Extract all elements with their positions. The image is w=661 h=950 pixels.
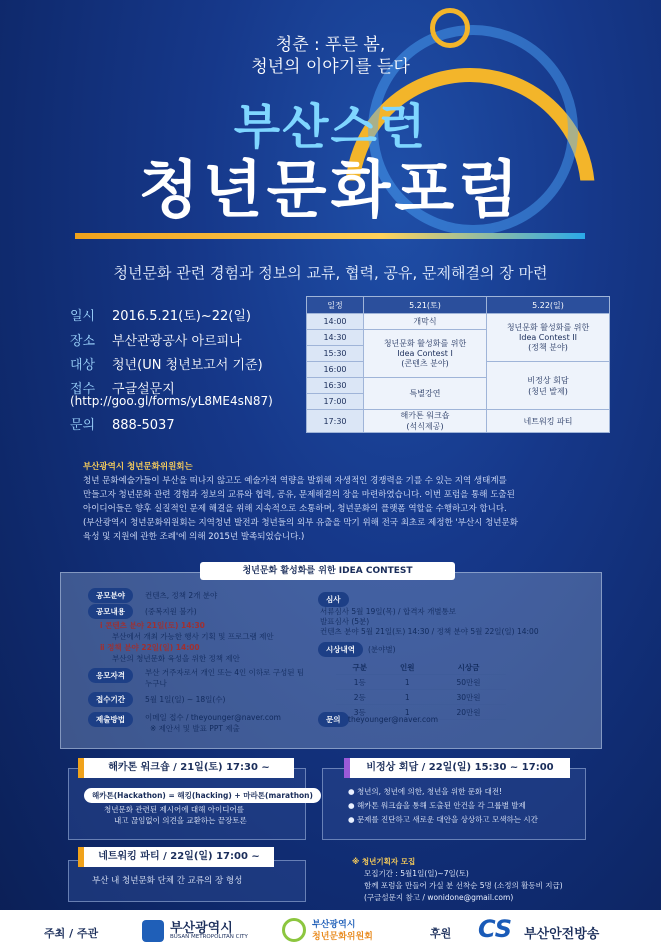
contest-content-item1: ⅰ 콘텐츠 분야 21일(토) 14:30 bbox=[100, 621, 205, 630]
footer-host-label: 주최 / 주관 bbox=[44, 927, 99, 940]
schedule-row bbox=[307, 314, 610, 330]
info-apply-url[interactable]: (http://goo.gl/forms/yL8ME4sN87) bbox=[70, 394, 273, 408]
schedule-time: 17:00 bbox=[307, 394, 364, 410]
prize-cell: 1 bbox=[384, 675, 432, 690]
contest-review-label: 심사 bbox=[318, 592, 349, 607]
info-apply-value: 구글설문지 bbox=[112, 382, 175, 397]
cell-line: (청년 발제) bbox=[528, 386, 568, 396]
info-target-label: 대상 bbox=[70, 358, 96, 373]
intro-line: (부산광역시 청년문화위원회는 지역청년 발전과 청년들의 외부 유출을 막기 위해 전국 최초로 제정한 '부산시 청년문화 bbox=[83, 518, 518, 528]
schedule-time: 17:30 bbox=[307, 410, 364, 433]
subtitle bbox=[0, 34, 661, 78]
contest-inquiry-value[interactable]: theyounger@naver.com bbox=[348, 715, 438, 724]
meeting-item1-text: 청년의, 청년에 의한, 청년을 위한 문화 대전! bbox=[356, 787, 503, 796]
prize-table bbox=[336, 660, 506, 720]
meeting-item3: ● 문제를 진단하고 새로운 대안을 상상하고 모색하는 시간 bbox=[348, 815, 538, 824]
schedule-row bbox=[307, 410, 610, 433]
contest-qual-value2: 누구나 bbox=[145, 679, 167, 688]
cell-line: (정책 분야) bbox=[528, 343, 568, 352]
intro-line: 만들고자 청년문화 관련 경험과 정보의 교류와 협력, 공유, 문제해결의 장을 마련하였습니다. 이번 포럼을 통해 도출된 bbox=[83, 490, 515, 500]
cell-line: (콘텐츠 분야) bbox=[401, 359, 449, 368]
contest-qual-value1: 부산 거주자로서 개인 또는 4인 이하로 구성된 팀 bbox=[145, 668, 305, 677]
info-place bbox=[70, 330, 242, 349]
planner-contact: (구글설문지 참고 / wonidone@gmail.com) bbox=[364, 893, 514, 902]
info-target bbox=[70, 354, 263, 373]
cell-line: 비정상 회담 bbox=[527, 375, 569, 385]
contest-inquiry-label: 문의 bbox=[318, 712, 349, 727]
title-underline bbox=[75, 233, 585, 239]
contest-field-label: 공모분야 bbox=[88, 588, 133, 603]
contest-content-value: (중복지원 불가) bbox=[145, 607, 197, 616]
cell-line: 청년문화 활성화를 위한 bbox=[383, 339, 467, 348]
intro-line: 육성 및 지원에 관한 조례'에 의해 2015년 발족되었습니다.) bbox=[83, 532, 305, 542]
cell-line: (석식제공) bbox=[406, 422, 444, 431]
info-place-value: 부산관광공사 아르피나 bbox=[112, 334, 242, 349]
meeting-item1: ● 청년의, 청년에 의한, 청년을 위한 문화 대전! bbox=[348, 787, 503, 796]
prize-cell: 50만원 bbox=[431, 675, 506, 690]
footer-sponsor-text: 부산안전방송 bbox=[524, 927, 600, 942]
footer-committee-l1: 부산광역시 bbox=[312, 920, 356, 930]
schedule-header: 5.21(토) bbox=[364, 297, 487, 314]
prize-header: 인원 bbox=[384, 660, 432, 675]
schedule-header: 일정 bbox=[307, 297, 364, 314]
schedule-cell: 특별강연 bbox=[364, 378, 487, 410]
prize-cell: 2등 bbox=[336, 690, 384, 705]
planner-period: 모집기간 : 5월1일(일)~7일(토) bbox=[364, 869, 469, 878]
contest-content-label: 공모내용 bbox=[88, 604, 133, 619]
intro-line: 청년 문화예술가들이 부산을 떠나지 않고도 예술가적 역량을 발휘해 자생적인 경쟁력을 기를 수 있는 지역 생태계를 bbox=[83, 476, 507, 486]
schedule-table bbox=[306, 296, 610, 433]
hackathon-title: 해카톤 워크숍 / 21일(토) 17:30 ~ bbox=[78, 758, 294, 778]
hackathon-desc1: 청년문화 관련된 제시어에 대해 아이디어를 bbox=[104, 805, 244, 814]
schedule-time: 16:30 bbox=[307, 378, 364, 394]
footer-committee-l2: 청년문화위원회 bbox=[312, 932, 373, 942]
schedule-cell: 네트워킹 파티 bbox=[487, 410, 610, 433]
meeting-item3-text: 문제를 진단하고 새로운 대안을 상상하고 모색하는 시간 bbox=[356, 815, 538, 824]
info-contact-label: 문의 bbox=[70, 418, 96, 433]
schedule-cell bbox=[364, 330, 487, 378]
info-date-label: 일시 bbox=[70, 309, 96, 324]
cell-line: Idea Contest I bbox=[397, 349, 453, 358]
intro-paragraph bbox=[83, 460, 583, 544]
title-line1: 부산스런 bbox=[233, 99, 428, 155]
meeting-item2: ● 해카톤 워크숍을 통해 도출된 안건을 각 그룹별 발제 bbox=[348, 801, 526, 810]
info-contact bbox=[70, 414, 175, 433]
prize-row bbox=[336, 675, 506, 690]
info-contact-value: 888-5037 bbox=[112, 418, 175, 433]
contest-review-pres: 발표심사 (5분) bbox=[320, 617, 370, 626]
hackathon-desc2: 내고 끊임없이 의견을 교환하는 끝장토론 bbox=[114, 816, 247, 825]
schedule-time: 14:00 bbox=[307, 314, 364, 330]
busan-logo-icon bbox=[142, 920, 164, 942]
contest-content-item2: ⅱ 정책 분야 22일(일) 14:00 bbox=[100, 643, 200, 652]
schedule-cell bbox=[487, 314, 610, 362]
prize-cell: 1 bbox=[384, 690, 432, 705]
contest-period-label: 접수기간 bbox=[88, 692, 133, 707]
contest-qual-label: 응모자격 bbox=[88, 668, 133, 683]
footer-busan-en: BUSAN METROPOLITAN CITY bbox=[170, 934, 248, 940]
schedule-cell: 개막식 bbox=[364, 314, 487, 330]
schedule-cell bbox=[364, 410, 487, 433]
contest-review-doc: 서류심사 5월 19일(목) / 합격자 개별통보 bbox=[320, 607, 457, 616]
prize-header: 구분 bbox=[336, 660, 384, 675]
intro-line: 아이디어들은 향후 실질적인 문제 해결을 위해 지속적으로 소통하며, 청년문화의 플랫폼 역할을 수행하고자 합니다. bbox=[83, 504, 507, 514]
info-date-value: 2016.5.21(토)~22(일) bbox=[112, 309, 251, 324]
meeting-item2-text: 해카톤 워크숍을 통해 도출된 안건을 각 그룹별 발제 bbox=[356, 801, 526, 810]
title-line2: 청년문화포럼 bbox=[138, 153, 523, 226]
info-apply-label: 접수 bbox=[70, 382, 96, 397]
prize-cell: 1 bbox=[384, 705, 432, 720]
planner-title: ※ 청년기획자 모집 bbox=[352, 857, 416, 866]
info-target-value: 청년(UN 청년보고서 기준) bbox=[112, 358, 263, 373]
prize-cell: 3등 bbox=[336, 705, 384, 720]
meeting-title: 비정상 회담 / 22일(일) 15:30 ~ 17:00 bbox=[344, 758, 570, 778]
footer-sponsor-label: 후원 bbox=[430, 927, 452, 940]
hackathon-formula: 해카톤(Hackathon) = 해킹(hacking) + 마라톤(marathon) bbox=[84, 788, 321, 803]
contest-method-note: ※ 제안서 및 발표 PPT 제출 bbox=[150, 724, 240, 733]
cell-line: 해카톤 워크숍 bbox=[400, 411, 450, 420]
contest-content-item2-desc: 부산의 청년문화 육성을 위한 정책 제안 bbox=[112, 654, 240, 663]
planner-desc: 함께 포럼을 만들어 가실 분 선착순 5명 (소정의 활동비 지급) bbox=[364, 881, 563, 890]
footer-busan-name: 부산광역시 bbox=[170, 921, 233, 936]
cell-line: 청년문화 활성화를 위한 bbox=[506, 323, 590, 332]
subtitle-line2: 청년의 이야기를 듣다 bbox=[251, 57, 410, 77]
prize-header-row bbox=[336, 660, 506, 675]
schedule-time: 14:30 bbox=[307, 330, 364, 346]
prize-cell: 20만원 bbox=[431, 705, 506, 720]
contest-field-value: 컨텐츠, 정책 2개 분야 bbox=[145, 591, 218, 600]
schedule-cell bbox=[487, 362, 610, 410]
schedule-time: 16:00 bbox=[307, 362, 364, 378]
footer-sponsor-cs: CS bbox=[478, 915, 513, 943]
party-title: 네트워킹 파티 / 22일(일) 17:00 ~ bbox=[78, 847, 274, 867]
party-desc: 부산 내 청년문화 단체 간 교류의 장 형성 bbox=[92, 876, 243, 886]
info-date bbox=[70, 305, 251, 324]
cell-line: Idea Contest II bbox=[519, 333, 577, 342]
committee-logo-icon bbox=[282, 918, 306, 942]
contest-content-item1-desc: 부산에서 개최 가능한 행사 기획 및 프로그램 제안 bbox=[112, 632, 274, 641]
contest-prize-label: 시상내역 bbox=[318, 642, 363, 657]
schedule-header: 5.22(일) bbox=[487, 297, 610, 314]
prize-row bbox=[336, 690, 506, 705]
contest-prize-note: (분야별) bbox=[368, 645, 396, 654]
intro-org: 부산광역시 청년문화위원회는 bbox=[83, 462, 193, 472]
prize-cell: 30만원 bbox=[431, 690, 506, 705]
prize-cell: 1등 bbox=[336, 675, 384, 690]
contest-title: 청년문화 활성화를 위한 IDEA CONTEST bbox=[200, 562, 455, 580]
schedule-time: 15:30 bbox=[307, 346, 364, 362]
contest-review-detail: 컨텐츠 분야 5월 21일(토) 14:30 / 정책 분야 5월 22일(일) 14:00 bbox=[320, 627, 539, 636]
tagline: 청년문화 관련 경험과 정보의 교류, 협력, 공유, 문제해결의 장 마련 bbox=[113, 264, 548, 282]
prize-header: 시상금 bbox=[431, 660, 506, 675]
subtitle-line1: 청춘 : 푸른 봄, bbox=[275, 35, 386, 55]
schedule-header-row bbox=[307, 297, 610, 314]
info-place-label: 장소 bbox=[70, 334, 96, 349]
contest-method-label: 제출방법 bbox=[88, 712, 133, 727]
contest-method-value: 이메일 접수 / theyounger@naver.com bbox=[145, 713, 281, 722]
contest-period-value: 5월 1일(일) ~ 18일(수) bbox=[145, 695, 226, 704]
